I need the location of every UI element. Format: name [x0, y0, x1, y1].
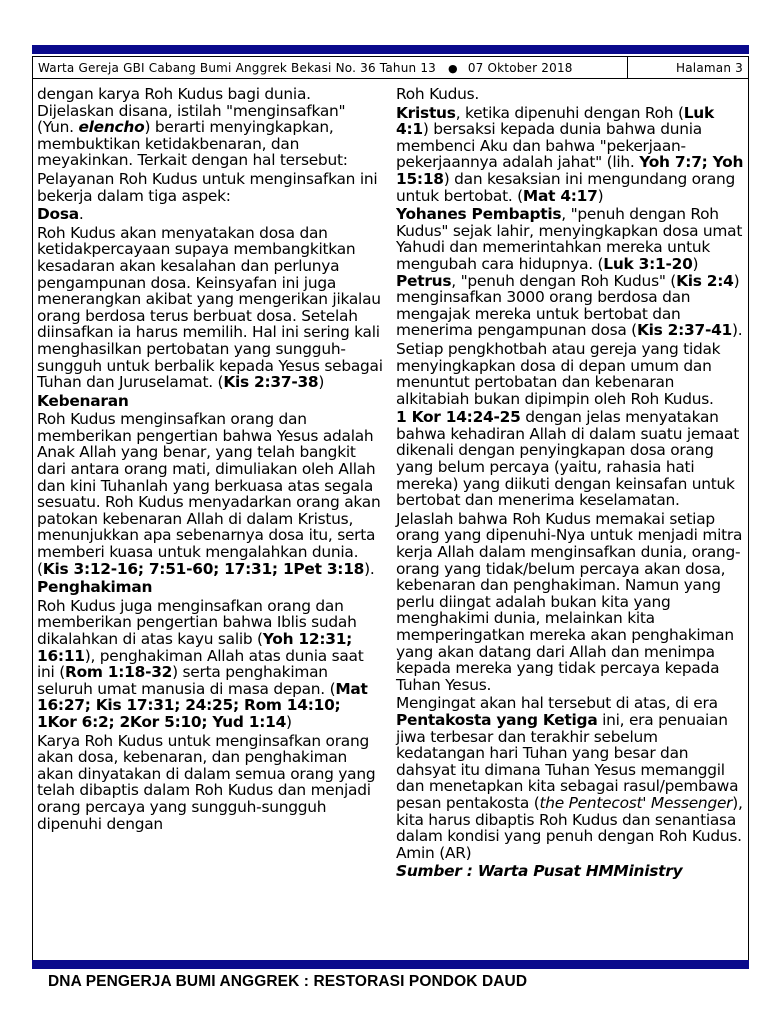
korintus-text: dengan jelas menyatakan bahwa kehadiran Allah di dalam suatu jemaat dikenali dengan penyingkapan dosa orang yang belum percaya (yaitu, rahasia hati mereka) yang diikuti dengan keinsafan untuk bertobat dan menerima keselamatan. [396, 408, 739, 510]
aspects-paragraph: Pelayanan Roh Kudus untuk menginsafkan ini bekerja dalam tiga aspek: [37, 169, 378, 205]
intro-term: elencho [78, 118, 145, 137]
kebenaran-text: Roh Kudus menginsafkan orang dan memberikan pengertian bahwa Yesus adalah Anak Allah yang benar, yang telah bangkit dari antara orang mati, dimuliakan oleh Allah dan kini Tuhanlah yang berkuasa atas segala sesuatu. Roh Kudus menyadarkan orang akan patokan kebenaran Allah di dalam Kristus, menunjukkan apa sebenarnya dosa itu, serta memberi kuasa untuk mengalahkan dunia. ( [37, 410, 381, 578]
peng-ref3: Mat 16:27; Kis 17:31; 24:25; Rom 14:10; 1Kor 6:2; 2Kor 5:10; Yud 1:14 [37, 679, 368, 731]
yohanes-ref: Luk 3:1-20 [603, 254, 693, 273]
page-header [32, 56, 749, 79]
mengingat-paragraph [396, 695, 746, 861]
jelaslah-paragraph: Jelaslah bahwa Roh Kudus memakai setiap orang yang dipenuhi-Nya untuk menjadi mitra kerja Allah dalam menginsafkan dunia, orang-orang yang tidak/belum percaya akan dosa, kebenaran dan penghakiman. Namun yang perlu diingat adalah bukan kita yang menghakimi dunia, melainkan kita memperingatkan mereka akan penghakiman yang akan datang dari Allah dan menimpa kepada mereka yang tidak percaya kepada Tuhan Yesus. [396, 509, 743, 694]
mengingat-italic: the Pentecost' Messenger [539, 793, 733, 812]
penghakiman-paragraph [37, 598, 384, 731]
mengingat-text-c: ), kita harus dibaptis Roh Kudus dan senantiasa dalam kondisi yang penuh dengan Roh Kudus. Amin (AR) [396, 793, 743, 862]
yohanes-name: Yohanes Pembaptis [396, 205, 562, 224]
mengingat-text-b: ini, era penuaian jiwa terbesar dan terakhir sebelum kedatangan hari Tuhan yang besar dan dahsyat itu dimana Tuhan Yesus memanggil dan menetapkan kita sebagai rasul/pembawa pesan pentakosta ( [396, 710, 739, 812]
dosa-ref: Kis 2:37-38 [223, 373, 319, 392]
heading-dosa-dot: . [78, 205, 84, 224]
intro-text-end: ) berarti menyingkapkan, membuktikan ketidakbenaran, dan meyakinkan. Terkait dengan hal tersebut: [37, 118, 348, 170]
petrus-text-b: ) menginsafkan 3000 orang berdosa dan mengajak mereka untuk bertobat dan menerima pengampunan dosa ( [396, 271, 740, 340]
heading-kebenaran: Kebenaran [37, 391, 129, 410]
peng-ref1: Yoh 12:31; 16:11 [37, 630, 353, 665]
petrus-end: ). [732, 321, 743, 340]
karya-paragraph: Karya Roh Kudus untuk menginsafkan orang akan dosa, kebenaran, dan penghakiman akan dinyatakan di dalam semua orang yang telah dibaptis dalam Roh Kudus dan menjadi orang percaya yang sungguh-sungguh dipenuhi dengan [37, 731, 376, 833]
footer-slogan: DNA PENGERJA BUMI ANGGREK : RESTORASI PONDOK DAUD [48, 973, 528, 990]
peng-ref2: Rom 1:18-32 [64, 663, 173, 682]
yohanes-text: , "penuh dengan Roh Kudus" sejak lahir, menyingkapkan dosa umat Yahudi dan memerintahkan mereka untuk mengubah cara hidupnya. ( [396, 205, 743, 273]
kristus-text-c: ) dan kesaksian ini mengundang orang untuk bertobat. ( [396, 169, 736, 205]
kebenaran-paragraph [37, 411, 384, 577]
header-publication: Warta Gereja GBI Cabang Bumi Anggrek Bekasi No. 36 Tahun 13 [38, 60, 436, 75]
kristus-paragraph [396, 105, 746, 205]
peng-text-c: ) serta penghakiman seluruh umat manusia di masa depan. ( [37, 663, 336, 698]
peng-text-a: Roh Kudus juga menginsafkan orang dan memberikan pengertian bahwa Iblis sudah dikalahkan di atas kayu salib ( [37, 596, 357, 648]
kebenaran-end: ). [364, 559, 375, 578]
kristus-ref1: Luk 4:1 [396, 103, 714, 139]
bottom-border-bar [32, 960, 749, 969]
top-border-bar [32, 45, 749, 54]
kristus-text-b: ) bersaksi kepada dunia bahwa dunia membenci Aku dan bahwa "pekerjaan-pekerjaannya adalah jahat" (lih. [396, 120, 702, 172]
header-info [33, 61, 627, 75]
yohanes-paragraph [396, 206, 746, 339]
kristus-name: Kristus [396, 103, 456, 122]
header-date: 07 Oktober 2018 [467, 60, 573, 75]
heading-penghakiman: Penghakiman [37, 578, 153, 597]
header-page-number: Halaman 3 [627, 57, 748, 78]
header-bullet-icon: ● [448, 61, 458, 75]
petrus-ref2: Kis 2:37-41 [636, 321, 732, 340]
mengingat-text-a: Mengingat akan hal tersebut di atas, di era [396, 694, 718, 713]
kristus-ref3: Mat 4:17 [522, 186, 598, 205]
kristus-ref2: Yoh 7:7; Yoh 15:18 [396, 153, 744, 188]
source-credit: Sumber : Warta Pusat HMMinistry [396, 862, 683, 881]
korintus-ref: 1 Kor 14:24-25 [396, 408, 521, 427]
peng-text-b: ), penghakiman Allah atas dunia saat ini ( [37, 646, 364, 682]
left-column [37, 86, 384, 834]
kristus-end: ) [597, 186, 604, 205]
dosa-end: ) [318, 373, 325, 392]
dosa-text: Roh Kudus akan menyatakan dosa dan ketidakpercayaan supaya membangkitkan kesadaran akan kesalahan dan perlunya pengampunan dosa. Keinsyafan ini juga menerangkan akibat yang mengerikan jikalau orang berdosa terus berbuat dosa. Setelah diinsafkan ia harus memilih. Hal ini sering kali menghasilkan pertobatan yang sungguh-sungguh untuk berbalik kepada Yesus sebagai Tuhan dan Juruselamat. ( [37, 223, 383, 392]
heading-dosa [37, 206, 384, 223]
peng-end: ) [286, 712, 292, 731]
dosa-paragraph [37, 225, 384, 391]
petrus-ref1: Kis 2:4 [676, 271, 734, 290]
petrus-text-a: , "penuh dengan Roh Kudus" ( [451, 271, 677, 290]
kristus-text-a: , ketika dipenuhi dengan Roh ( [455, 103, 684, 122]
continuation-line: Roh Kudus. [396, 85, 480, 103]
mengingat-bold: Pentakosta yang Ketiga [396, 710, 598, 729]
intro-text: dengan karya Roh Kudus bagi dunia. Dijelaskan disana, istilah "menginsafkan" (Yun. [37, 85, 346, 137]
setiap-paragraph: Setiap pengkhotbah atau gereja yang tidak menyingkapkan dosa di depan umum dan menuntut pertobatan dan kebenaran alkitabiah bukan dipimpin oleh Roh Kudus. [396, 339, 721, 408]
korintus-paragraph [396, 409, 746, 509]
heading-dosa-text: Dosa [37, 205, 79, 224]
petrus-name: Petrus [396, 271, 452, 290]
kebenaran-ref: Kis 3:12-16; 7:51-60; 17:31; 1Pet 3:18 [42, 559, 365, 578]
intro-paragraph [37, 86, 384, 169]
yohanes-end: ) [692, 254, 699, 273]
right-column [396, 86, 746, 882]
